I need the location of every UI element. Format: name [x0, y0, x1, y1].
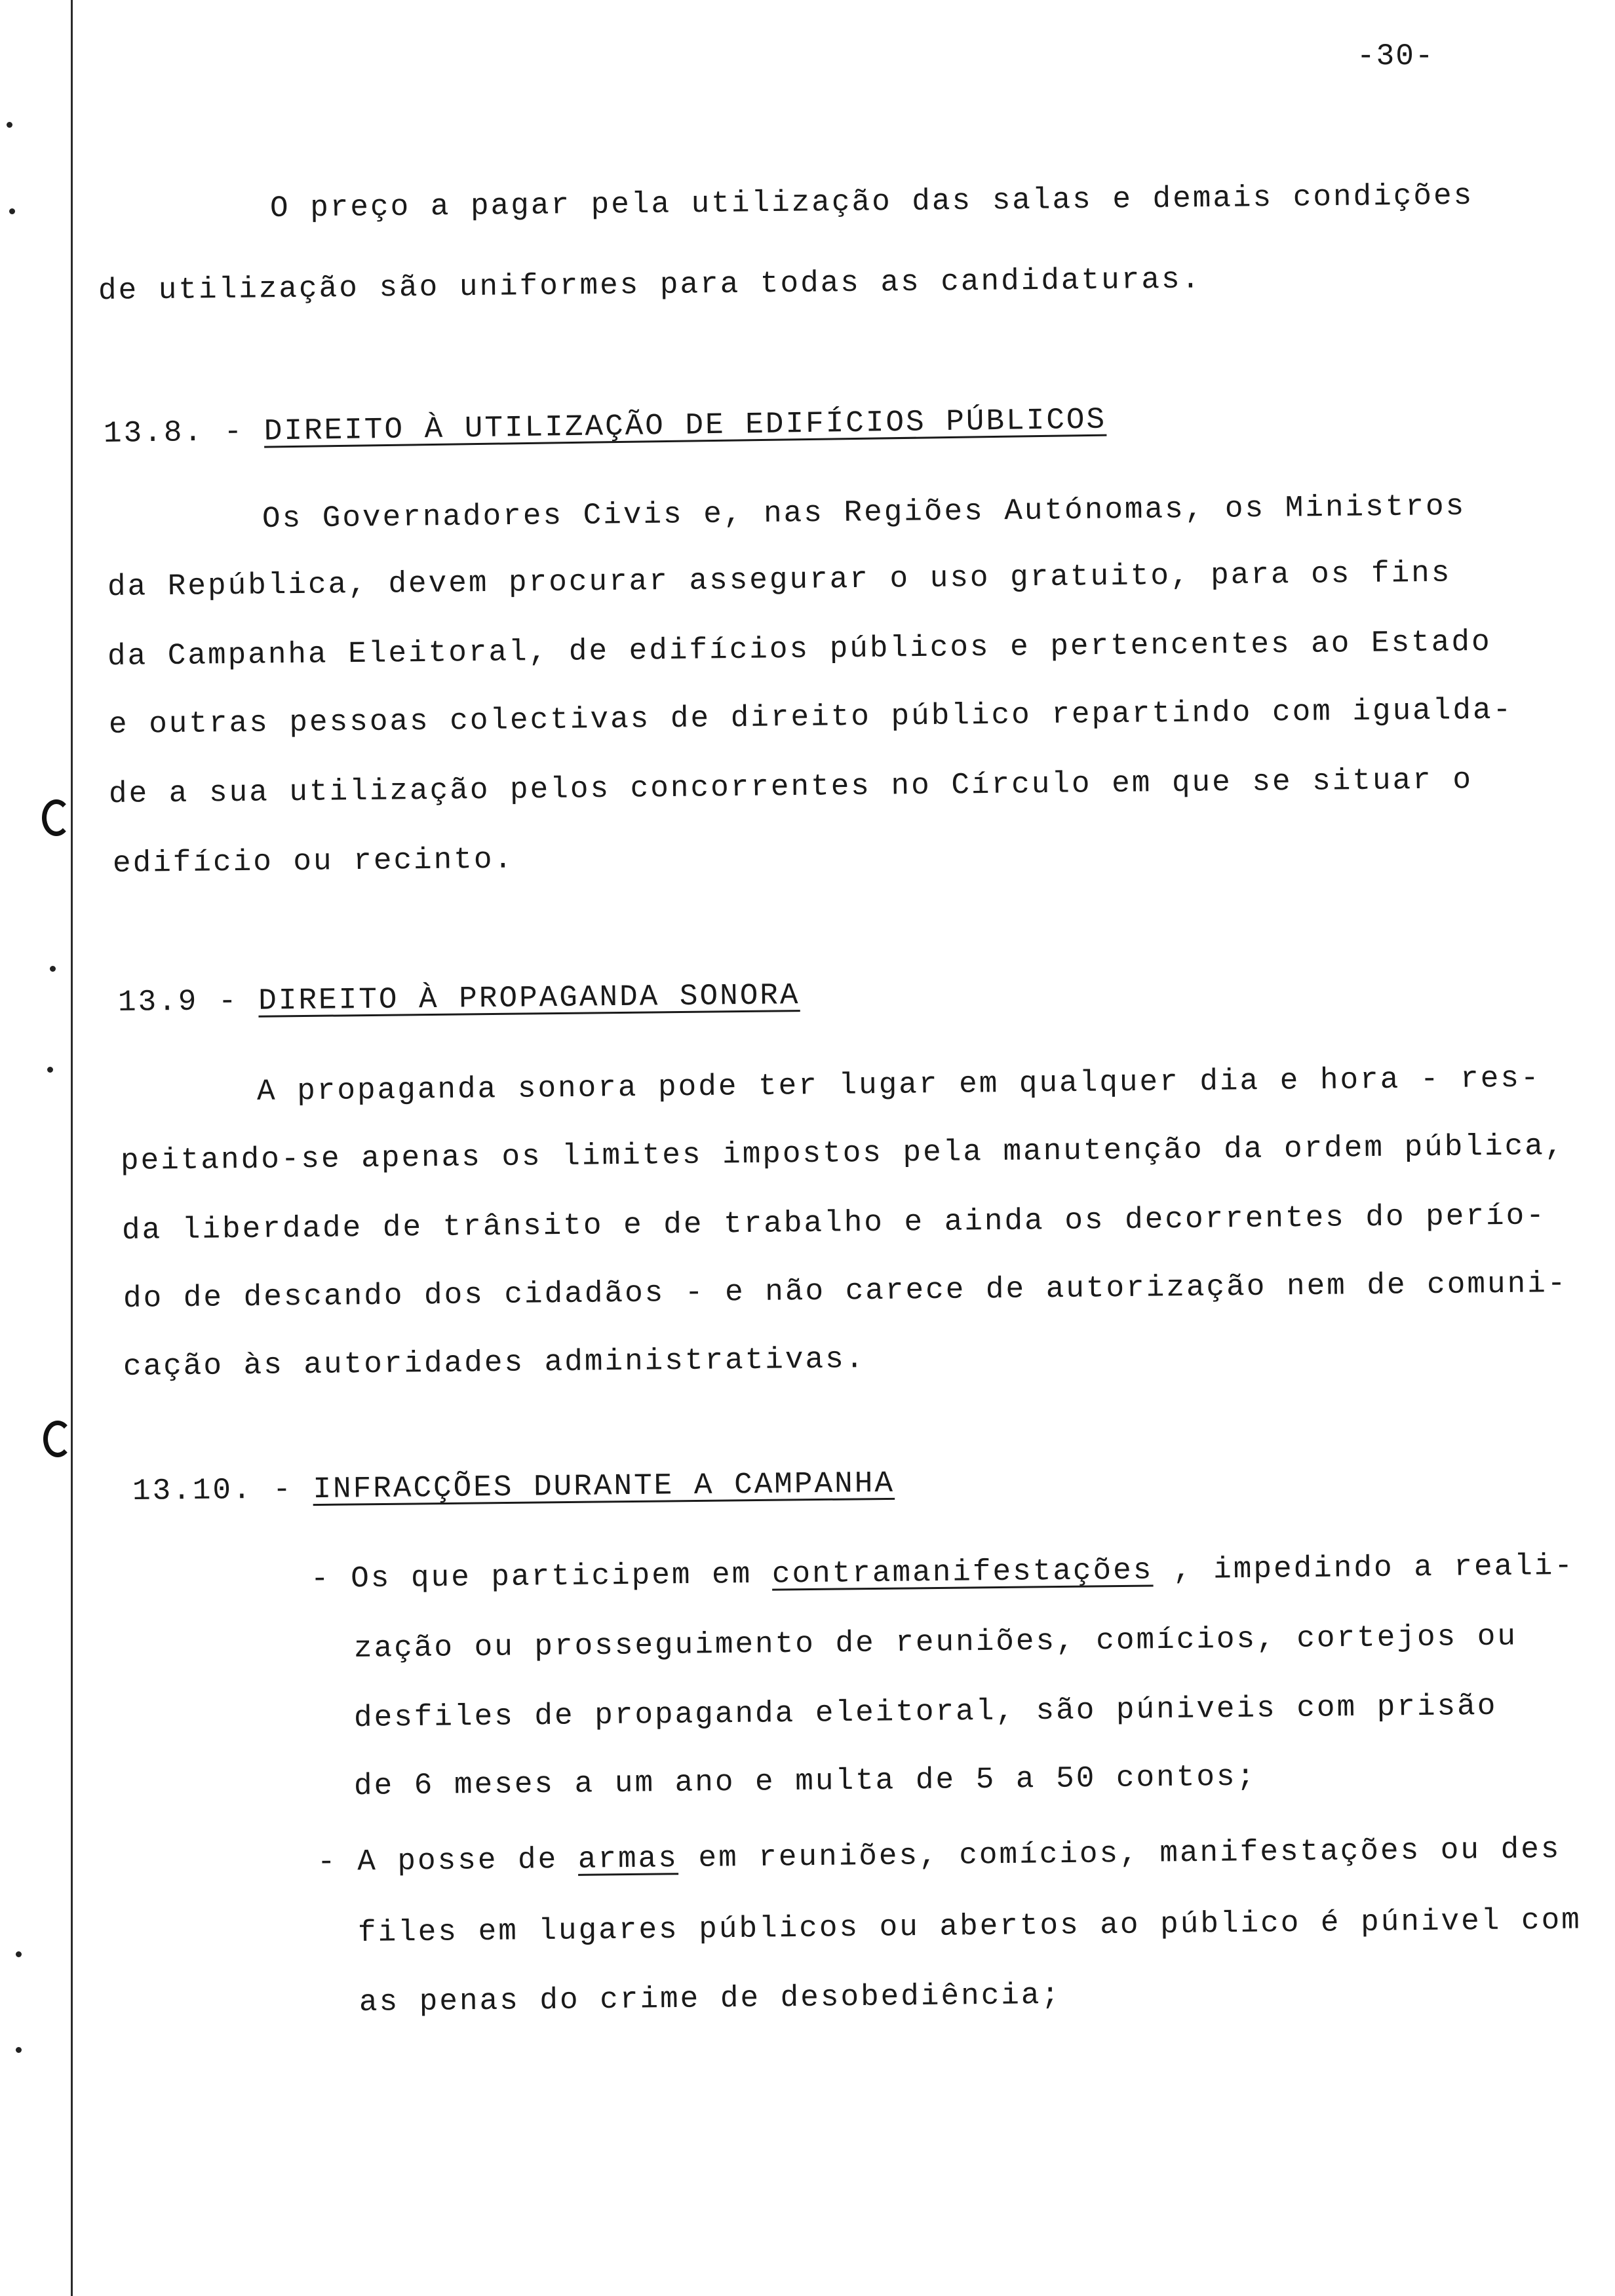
page-number: -30- — [1357, 39, 1435, 73]
item-2-line-3: as penas do crime de desobediência; — [359, 1978, 1062, 2019]
section-13-10-heading — [132, 1466, 895, 1508]
section-13-8-line-5: de a sua utilização pelos concorrentes no Círculo em que se situar o — [108, 763, 1473, 811]
section-13-8-line-6: edifício ou recinto. — [112, 842, 515, 881]
section-13-9-line-5: cação às autoridades administrativas. — [123, 1342, 866, 1384]
scan-dot — [16, 1951, 22, 1957]
section-13-9-line-1: A propaganda sonora pode ter lugar em qualquer dia e hora - res- — [256, 1061, 1541, 1109]
section-13-8-heading — [104, 403, 1107, 451]
section-13-9-line-2: peitando-se apenas os limites impostos pela manutenção da ordem pública, — [120, 1128, 1565, 1178]
item-1-term: contramanifestações — [771, 1553, 1154, 1592]
item-1-line-4: de 6 meses a um ano e multa de 5 a 50 contos; — [353, 1759, 1257, 1803]
item-1-rest: , impedindo a reali- — [1153, 1548, 1575, 1588]
binding-clip-icon — [42, 799, 71, 836]
item-2-rest: em reuniões, comícios, manifestações ou des — [678, 1832, 1561, 1876]
scan-dot — [9, 208, 15, 214]
section-13-8-title: DIREITO À UTILIZAÇÃO DE EDIFÍCIOS PÚBLICOS — [263, 402, 1107, 449]
section-13-9-line-3: da liberdade de trânsito e de trabalho e ainda os decorrentes do perío- — [121, 1198, 1547, 1248]
binding-margin-rule — [71, 0, 73, 2296]
item-2-line-2: files em lugares públicos ou abertos ao público é púnivel com — [357, 1903, 1582, 1950]
section-13-10-number: 13.10. - — [132, 1472, 294, 1508]
binding-clip-icon — [43, 1421, 72, 1457]
item-1-line-3: desfiles de propaganda eleitoral, são púniveis com prisão — [353, 1689, 1498, 1735]
section-13-9-number: 13.9 - — [117, 984, 239, 1020]
scan-dot — [47, 1067, 53, 1073]
item-2-line-1 — [317, 1832, 1561, 1879]
item-1-line-1 — [311, 1549, 1575, 1596]
section-13-8-number: 13.8. - — [103, 415, 244, 451]
item-1-prefix: - Os que participem em — [310, 1557, 752, 1596]
section-13-8-line-2: da República, devem procurar assegurar o uso gratuito, para os fins — [107, 556, 1452, 604]
item-1-line-2: zação ou prosseguimento de reuniões, comícios, cortejos ou — [353, 1619, 1518, 1666]
section-13-10-title: INFRACÇÕES DURANTE A CAMPANHA — [313, 1466, 895, 1507]
scan-dot — [16, 2047, 22, 2053]
section-13-8-line-3: da Campanha Eleitoral, de edifícios públicos e pertencentes ao Estado — [107, 624, 1492, 674]
intro-line-1: O preço a pagar pela utilização das salas e demais condições — [269, 178, 1474, 225]
section-13-8-line-4: e outras pessoas colectivas de direito público repartindo com igualda- — [108, 693, 1513, 742]
intro-line-2: de utilização são uniformes para todas as candidaturas. — [98, 262, 1202, 308]
section-13-8-line-1: Os Governadores Civis e, nas Regiões Autónomas, os Ministros — [262, 489, 1466, 536]
section-13-9-line-4: do de descando dos cidadãos - e não carece de autorização nem de comuni- — [123, 1266, 1568, 1316]
scan-dot — [7, 122, 12, 128]
scan-dot — [50, 966, 56, 972]
item-2-term: armas — [577, 1841, 679, 1877]
section-13-9-title: DIREITO À PROPAGANDA SONORA — [258, 978, 800, 1018]
section-13-9-heading — [118, 978, 800, 1020]
item-2-prefix: - A posse de — [317, 1843, 558, 1879]
